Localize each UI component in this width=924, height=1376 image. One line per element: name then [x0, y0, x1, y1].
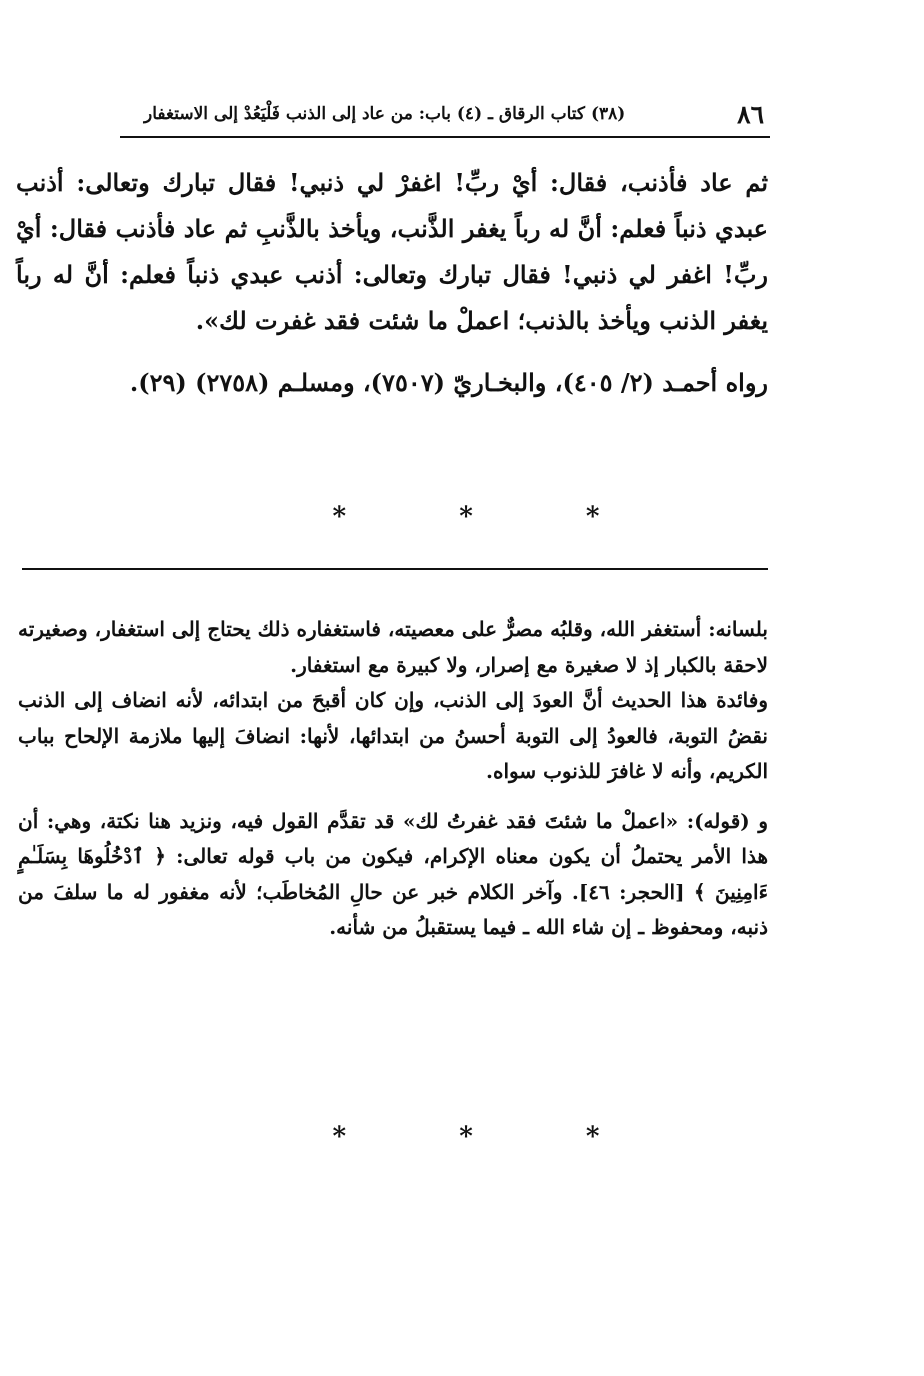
commentary-paragraph: وفائدة هذا الحديث أنَّ العودَ إلى الذنب، وإن كان أقبحَ من ابتدائه، لأنه انضاف إلى الذنب نقضُ التوبة، فالعودُ إلى التوبة أحسنُ من ابتدائها، لأنها: انضافَ إليها ملازمة الإلحاح بباب الكريم، وأنه لا غافرَ للذنوب سواه.: [18, 688, 768, 783]
section-separator: * * *: [332, 1122, 652, 1152]
commentary-paragraph: و (قوله): «اعملْ ما شئتَ فقد غفرتُ لك» قد تقدَّم القول فيه، ونزيد هنا نكتة، وهي: أن هذا الأمر يحتملُ أن يكون معناه الإكرام، فيكون من باب قوله تعالى: ﴿ ٱدْخُلُوهَا بِسَلَـٰمٍ ءَامِنِينَ ﴾ [الحجر: ٤٦]. وآخر الكلام خبر عن حالِ المُخاطَب؛ لأنه مغفور له ما سلفَ من ذنبه، ومحفوظ ـ إن شاء الله ـ فيما يستقبلُ من شأنه.: [18, 808, 768, 939]
commentary-section: [18, 612, 768, 946]
page-number: ٨٦: [737, 100, 764, 129]
page-header: [120, 98, 770, 138]
commentary-divider: [22, 568, 768, 570]
section-separator: * * *: [332, 502, 652, 532]
hadith-source: رواه أحمـد (٢/ ٤٠٥)، والبخـاريّ (٧٥٠٧)، ومسلـم (٢٧٥٨) (٢٩).: [129, 368, 768, 397]
header-rule: [120, 136, 770, 138]
main-text: [16, 160, 768, 406]
commentary-paragraph: بلسانه: أستغفر الله، وقلبُه مصرٌّ على معصيته، فاستغفاره ذلك يحتاج إلى استغفار، وصغيرته لاحقة بالكبار إذ لا صغيرة مع إصرار، ولا كبيرة مع استغفار.: [18, 617, 768, 677]
hadith-text: ثم عاد فأذنب، فقال: أيْ ربِّ! اغفرْ لي ذنبي! فقال تبارك وتعالى: أذنب عبدي ذنباً فعلم: أنَّ له رباً يغفر الذَّنب، ويأخذ بالذَّنبِ ثم عاد فأذنب فقال: أيْ ربِّ! اغفر لي ذنبي! فقال تبارك وتعالى: أذنب عبدي ذنباً فعلم: أنَّ له رباً يغفر الذنب ويأخذ بالذنب؛ اعملْ ما شئت فقد غفرت لك».: [16, 168, 768, 335]
running-title: (٣٨) كتاب الرقاق ـ (٤) باب: من عاد إلى الذنب فَلْيَعُدْ إلى الاستغفار: [144, 104, 626, 124]
